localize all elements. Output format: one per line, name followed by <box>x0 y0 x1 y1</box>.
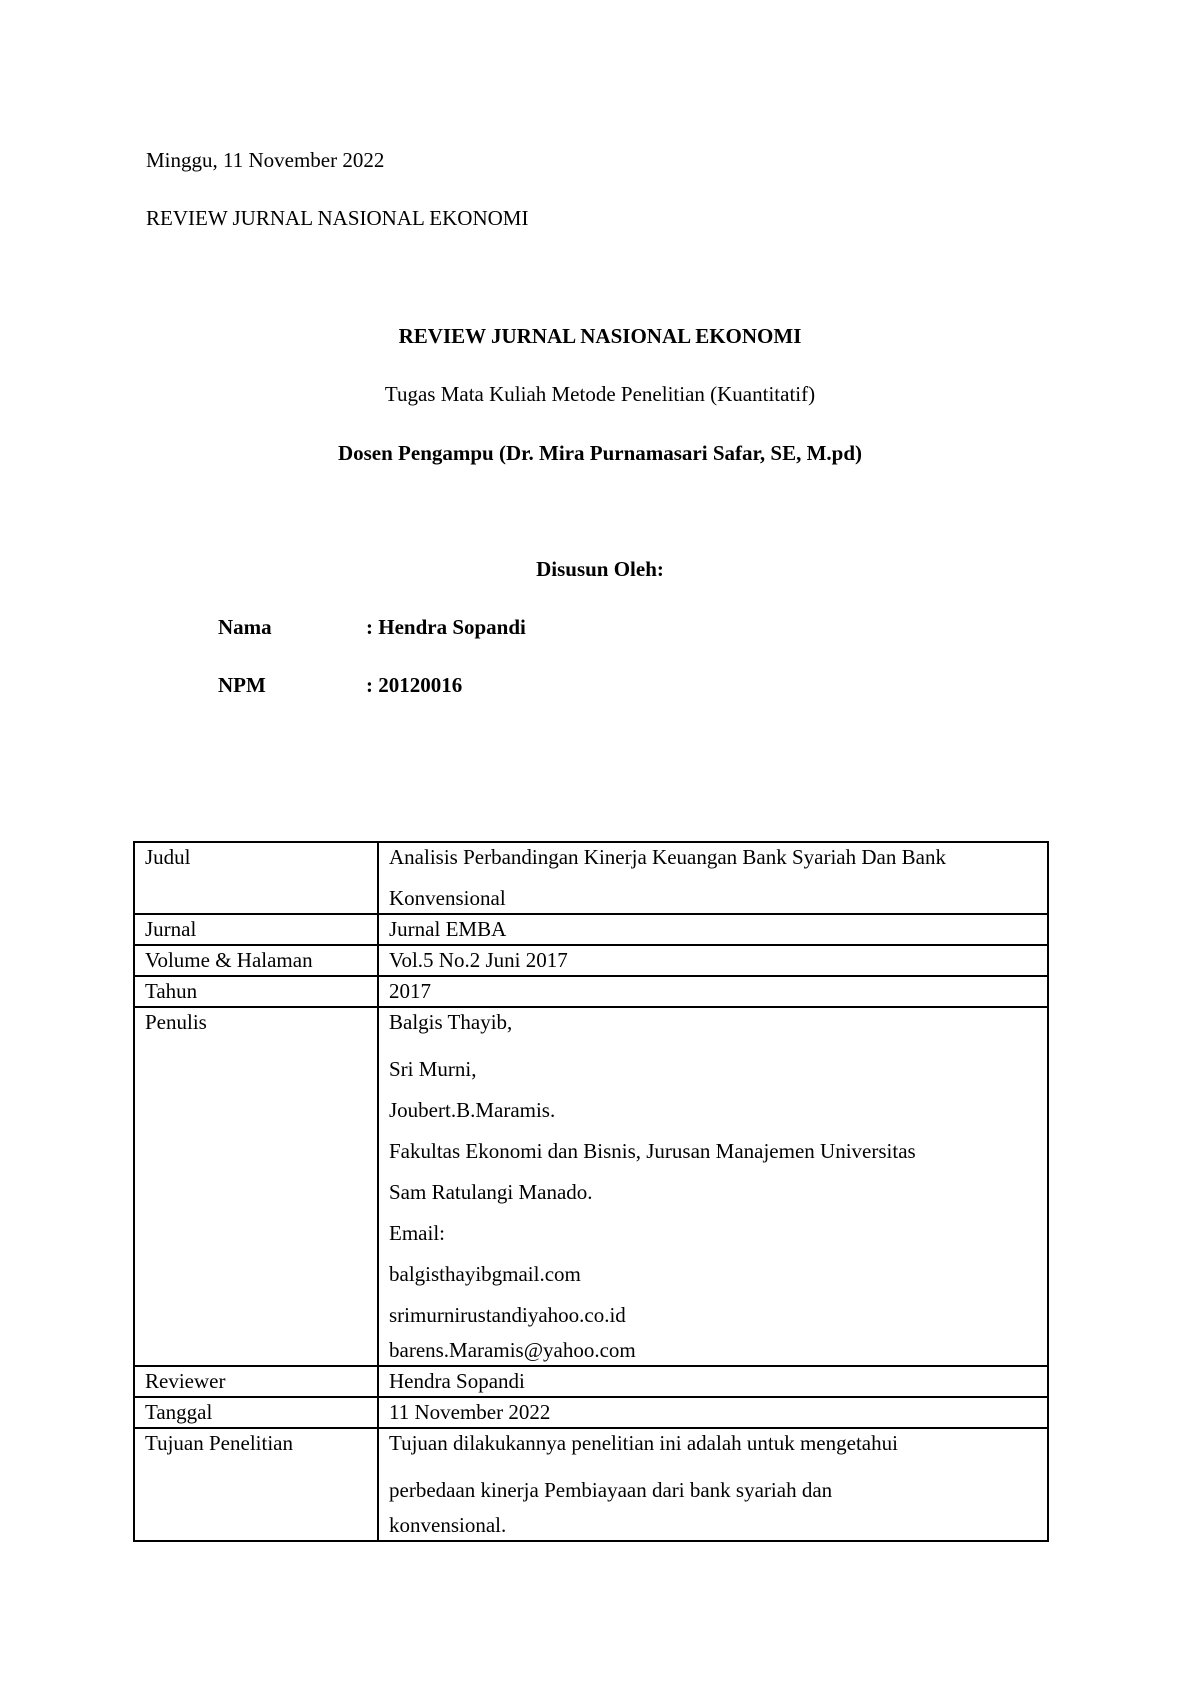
course-subtitle: Tugas Mata Kuliah Metode Penelitian (Kuantitatif) <box>384 382 816 406</box>
value-line: Fakultas Ekonomi dan Bisnis, Jurusan Manajemen Universitas <box>389 1139 916 1163</box>
email-line: srimurnirustandiyahoo.co.id <box>389 1303 626 1327</box>
row-value-volume: Vol.5 No.2 Juni 2017 <box>378 945 1048 976</box>
date-line: Minggu, 11 November 2022 <box>146 148 385 172</box>
review-table <box>133 841 1049 1542</box>
field-label-nama: Nama <box>218 615 272 639</box>
table-row-penulis <box>134 1007 1048 1366</box>
value-line: konvensional. <box>389 1513 507 1537</box>
table-row-volume <box>134 945 1048 976</box>
table-row-tujuan <box>134 1428 1048 1541</box>
value-line: Joubert.B.Maramis. <box>389 1098 556 1122</box>
field-label-npm: NPM <box>218 673 266 697</box>
table-row-tanggal <box>134 1397 1048 1428</box>
table-row-jurnal <box>134 914 1048 945</box>
table-row-tahun <box>134 976 1048 1007</box>
row-key-tahun: Tahun <box>134 976 378 1007</box>
row-key-volume: Volume & Halaman <box>134 945 378 976</box>
row-value-tahun: 2017 <box>378 976 1048 1007</box>
row-value-jurnal: Jurnal EMBA <box>378 914 1048 945</box>
row-value-judul <box>378 842 1048 914</box>
email-line: barens.Maramis@yahoo.com <box>389 1338 636 1362</box>
table-row-reviewer <box>134 1366 1048 1397</box>
email-line: balgisthayibgmail.com <box>389 1262 581 1286</box>
compiled-by-heading: Disusun Oleh: <box>536 557 664 581</box>
row-value-tujuan <box>378 1428 1048 1541</box>
row-key-judul: Judul <box>134 842 378 914</box>
header-heading: REVIEW JURNAL NASIONAL EKONOMI <box>146 206 529 230</box>
lecturer-line: Dosen Pengampu (Dr. Mira Purnamasari Safar, SE, M.pd) <box>337 441 863 465</box>
value-line: Balgis Thayib, <box>389 1010 513 1034</box>
row-value-penulis <box>378 1007 1048 1366</box>
value-line: Sri Murni, <box>389 1057 477 1081</box>
row-key-reviewer: Reviewer <box>134 1366 378 1397</box>
value-line: Sam Ratulangi Manado. <box>389 1180 593 1204</box>
row-key-jurnal: Jurnal <box>134 914 378 945</box>
table-row-judul <box>134 842 1048 914</box>
field-value-npm: : 20120016 <box>366 673 463 697</box>
value-line: perbedaan kinerja Pembiayaan dari bank syariah dan <box>389 1478 833 1502</box>
row-key-tujuan: Tujuan Penelitian <box>134 1428 378 1541</box>
row-key-penulis: Penulis <box>134 1007 378 1366</box>
row-value-tanggal: 11 November 2022 <box>378 1397 1048 1428</box>
row-key-tanggal: Tanggal <box>134 1397 378 1428</box>
value-line: Konvensional <box>389 886 506 910</box>
field-value-nama: : Hendra Sopandi <box>366 615 526 639</box>
page-title: REVIEW JURNAL NASIONAL EKONOMI <box>398 324 802 348</box>
value-line: Analisis Perbandingan Kinerja Keuangan Bank Syariah Dan Bank <box>389 845 946 869</box>
row-value-reviewer: Hendra Sopandi <box>378 1366 1048 1397</box>
value-line: Email: <box>389 1221 445 1245</box>
value-line: Tujuan dilakukannya penelitian ini adalah untuk mengetahui <box>389 1431 898 1455</box>
